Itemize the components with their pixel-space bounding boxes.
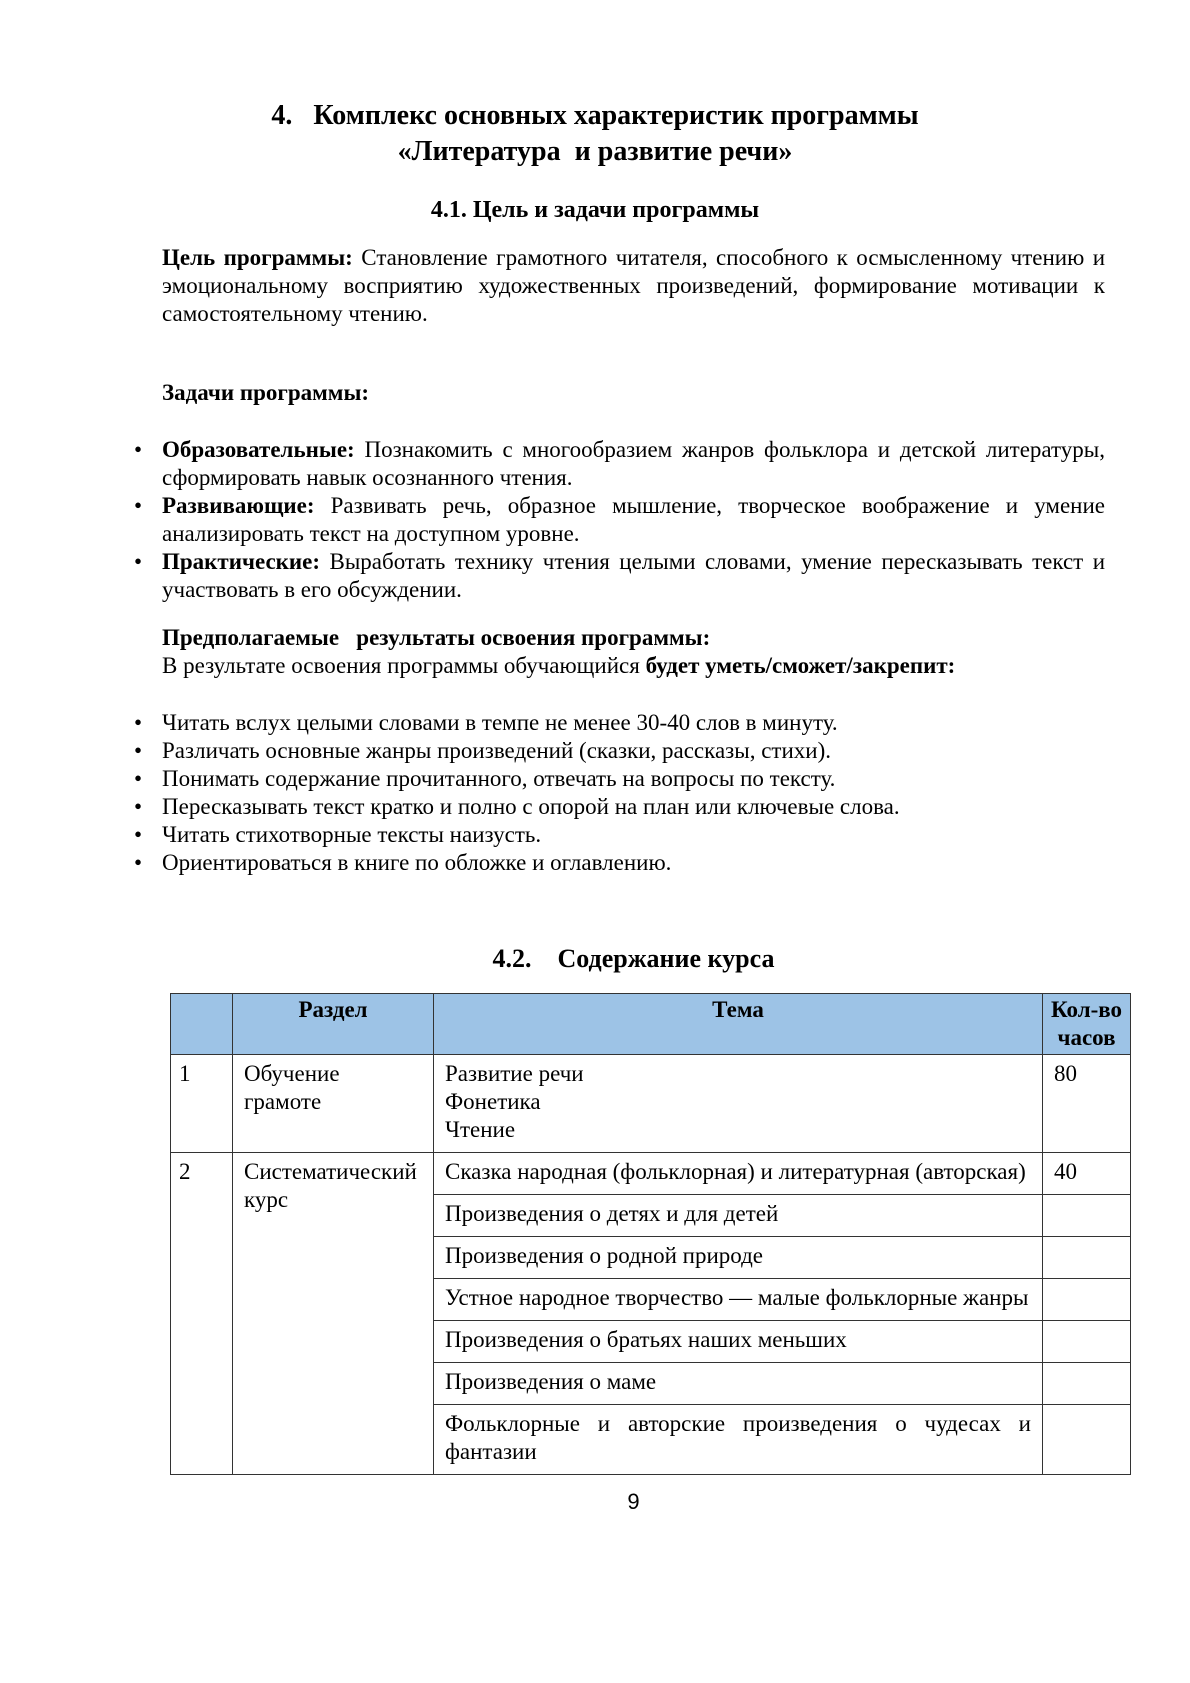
result-item: • Различать основные жанры произведений (сказки, рассказы, стихи). [162,737,1105,765]
row-hours-empty [1043,1321,1131,1363]
row-tema: Произведения о детях и для детей [434,1195,1043,1237]
tema-line: Чтение [445,1117,516,1142]
task-item-educational [162,436,1105,492]
task-label: Практические: [162,549,321,574]
row-num: 1 [171,1055,233,1153]
row-tema [434,1055,1043,1153]
result-item: • Понимать содержание прочитанного, отвечать на вопросы по тексту. [162,765,1105,793]
doc-title-line-2: «Литература и развитие речи» [397,136,793,167]
section-4-1-heading: 4.1. Цель и задачи программы [430,197,760,223]
goal-label: Цель программы: [162,245,353,270]
task-text: Выработать технику чтения целыми словами, умение пересказывать текст и участвовать в его обсуждении. [162,549,1106,602]
row-razdel: Систематический курс [233,1153,434,1475]
task-item-practical [162,548,1105,604]
results-intro-text: В результате освоения программы обучающийся [162,653,640,678]
goal-paragraph [162,244,1105,328]
row-tema: Произведения о братьях наших меньших [434,1321,1043,1363]
results-intro-bold: будет уметь/сможет/закрепит: [645,653,956,678]
tema-line: Фонетика [445,1089,541,1114]
row-num: 2 [171,1153,233,1475]
result-item: • Читать стихотворные тексты наизусть. [162,821,1105,849]
header-hours: Кол-во часов [1043,994,1131,1055]
row-tema: Произведения о родной природе [434,1237,1043,1279]
table-row [171,1055,1131,1153]
row-hours: 40 [1043,1153,1131,1195]
task-item-developmental [162,492,1105,548]
doc-title-line-1: 4. Комплекс основных характеристик программы [271,100,919,131]
doc-title [0,0,1190,170]
page-number: 9 [627,1489,640,1514]
row-razdel: Обучение грамоте [233,1055,434,1153]
task-label: Образовательные: [162,437,355,462]
row-hours-empty [1043,1363,1131,1405]
course-content-table [170,993,1131,1475]
row-tema: Сказка народная (фольклорная) и литературная (авторская) [434,1153,1043,1195]
results-list [162,709,1105,877]
result-item: • Ориентироваться в книге по обложке и оглавлению. [162,849,1105,877]
tema-line: Развитие речи [445,1061,584,1086]
section-4-2-heading: 4.2. Содержание курса [492,944,775,973]
row-hours-empty [1043,1237,1131,1279]
header-razdel: Раздел [233,994,434,1055]
row-tema: Устное народное творчество — малые фольклорные жанры [434,1279,1043,1321]
row-hours-empty [1043,1195,1131,1237]
task-text: Познакомить с многообразием жанров фольклора и детской литературы, сформировать навык осознанного чтения. [162,437,1105,490]
tasks-list [162,436,1105,604]
header-num [171,994,233,1055]
table-row [171,1153,1131,1195]
goal-text: Становление грамотного читателя, способного к осмысленному чтению и эмоциональному восприятию художественных произведений, формирование мотивации к самостоятельному чтению. [162,245,1105,326]
result-item: • Читать вслух целыми словами в темпе не менее 30-40 слов в минуту. [162,709,1105,737]
tasks-heading: Задачи программы: [162,380,370,405]
task-label: Развивающие: [162,493,315,518]
results-heading: Предполагаемые результаты освоения программы: [162,625,711,650]
document-body [162,244,1123,1515]
table-header-row [171,994,1131,1055]
task-text: Развивать речь, образное мышление, творческое воображение и умение анализировать текст на доступном уровне. [162,493,1105,546]
row-tema: Фольклорные и авторские произведения о чудесах и фантазии [434,1405,1043,1475]
result-item: • Пересказывать текст кратко и полно с опорой на план или ключевые слова. [162,793,1105,821]
row-tema: Произведения о маме [434,1363,1043,1405]
header-tema: Тема [434,994,1043,1055]
results-intro [162,652,1105,680]
row-hours-empty [1043,1279,1131,1321]
row-hours-empty [1043,1405,1131,1475]
row-hours: 80 [1043,1055,1131,1153]
